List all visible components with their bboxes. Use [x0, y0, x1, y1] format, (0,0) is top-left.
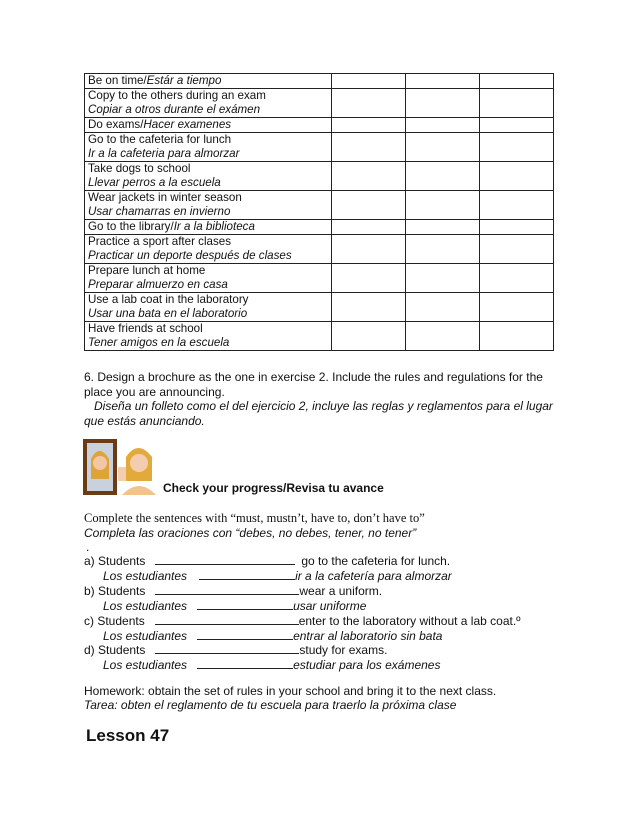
- progress-instruction: Complete the sentences with “must, mustn’t, have to, don’t have to”: [84, 511, 425, 525]
- sentence-rest: wear a uniform.: [299, 584, 383, 598]
- rule-row: [85, 118, 554, 133]
- checkbox-cell[interactable]: [406, 118, 480, 133]
- checkbox-cell[interactable]: [480, 235, 554, 264]
- checkbox-cell[interactable]: [332, 162, 406, 191]
- rule-spanish: Usar una bata en el laboratorio: [88, 307, 248, 320]
- checkbox-cell[interactable]: [332, 322, 406, 351]
- sentence-english: [84, 553, 450, 569]
- rule-spanish: Tener amigos en la escuela: [88, 336, 230, 349]
- checkbox-cell[interactable]: [406, 293, 480, 322]
- rule-text-cell: [85, 74, 332, 89]
- rule-row: [85, 235, 554, 264]
- stray-dot: .: [86, 540, 90, 554]
- sentence-spanish: [103, 568, 452, 584]
- rule-row: [85, 264, 554, 293]
- rule-english: Be on time/: [88, 74, 147, 87]
- answer-blank-spanish[interactable]: [197, 598, 293, 610]
- checkbox-cell[interactable]: [332, 191, 406, 220]
- sentence-prefix-spanish: Los estudiantes: [103, 569, 188, 583]
- rules-table: [84, 73, 554, 351]
- sentence-rest-spanish: entrar al laboratorio sin bata: [293, 629, 443, 643]
- checkbox-cell[interactable]: [332, 89, 406, 118]
- checkbox-cell[interactable]: [480, 133, 554, 162]
- checkbox-cell[interactable]: [406, 89, 480, 118]
- rule-text-cell: [85, 89, 332, 118]
- checkbox-cell[interactable]: [480, 89, 554, 118]
- sentence-prefix-spanish: Los estudiantes: [103, 599, 188, 613]
- sentence-prefix-spanish: Los estudiantes: [103, 658, 188, 672]
- checkbox-cell[interactable]: [406, 235, 480, 264]
- rule-english: Copy to the others during an exam: [88, 89, 266, 102]
- rule-spanish: Ir a la biblioteca: [173, 220, 255, 233]
- rule-spanish: Estár a tiempo: [146, 74, 222, 87]
- answer-blank-spanish[interactable]: [199, 568, 295, 580]
- answer-blank[interactable]: [155, 613, 299, 625]
- progress-instruction-spanish: Completa las oraciones con “debes, no debes, tener, no tener”: [84, 526, 417, 540]
- answer-blank[interactable]: [155, 642, 299, 654]
- rule-row: [85, 74, 554, 89]
- rule-spanish: Ir a la cafeteria para almorzar: [88, 147, 240, 160]
- homework-text: Homework: obtain the set of rules in your school and bring it to the next class.: [84, 684, 497, 698]
- rule-text-cell: [85, 293, 332, 322]
- checkbox-cell[interactable]: [480, 162, 554, 191]
- rule-english: Go to the library/: [88, 220, 174, 233]
- rule-row: [85, 89, 554, 118]
- sentence-prefix: b) Students: [84, 584, 146, 598]
- sentence-english: [84, 583, 382, 599]
- rule-spanish: Copiar a otros durante el exámen: [88, 103, 261, 116]
- lesson-title: Lesson 47: [86, 726, 170, 745]
- answer-blank-spanish[interactable]: [197, 628, 293, 640]
- rule-spanish: Practicar un deporte después de clases: [88, 249, 292, 262]
- checkbox-cell[interactable]: [332, 74, 406, 89]
- sentence-rest-spanish: usar uniforme: [293, 599, 367, 613]
- rule-english: Prepare lunch at home: [88, 264, 206, 277]
- rule-spanish: Hacer examenes: [143, 118, 232, 131]
- checkbox-cell[interactable]: [332, 118, 406, 133]
- checkbox-cell[interactable]: [332, 293, 406, 322]
- checkbox-cell[interactable]: [406, 74, 480, 89]
- checkbox-cell[interactable]: [480, 118, 554, 133]
- rule-row: [85, 322, 554, 351]
- checkbox-cell[interactable]: [480, 74, 554, 89]
- checkbox-cell[interactable]: [406, 264, 480, 293]
- exercise-6-instruction-spanish: Diseña un folleto como el del ejercicio 2, incluye las reglas y reglamentos para el lugar que estás anunciando.: [84, 399, 553, 428]
- rule-text-cell: [85, 118, 332, 133]
- answer-blank[interactable]: [155, 553, 295, 565]
- sentence-rest: study for exams.: [299, 643, 388, 657]
- checkbox-cell[interactable]: [406, 322, 480, 351]
- sentence-english: [84, 642, 387, 658]
- rule-row: [85, 133, 554, 162]
- sentence-prefix: a) Students: [84, 554, 146, 568]
- answer-blank-spanish[interactable]: [197, 657, 293, 669]
- mirror-girl-illustration: [82, 437, 166, 497]
- sentence-prefix: d) Students: [84, 643, 146, 657]
- rule-english: Take dogs to school: [88, 162, 191, 175]
- sentence-rest: go to the cafeteria for lunch.: [301, 554, 451, 568]
- rule-english: Use a lab coat in the laboratory: [88, 293, 249, 306]
- rule-row: [85, 220, 554, 235]
- checkbox-cell[interactable]: [332, 264, 406, 293]
- check-progress-title: Check your progress/Revisa tu avance: [163, 481, 384, 495]
- answer-blank[interactable]: [155, 583, 299, 595]
- rule-spanish: Preparar almuerzo en casa: [88, 278, 228, 291]
- rule-text-cell: [85, 133, 332, 162]
- rule-english: Practice a sport after clases: [88, 235, 232, 248]
- rule-english: Go to the cafeteria for lunch: [88, 133, 232, 146]
- rule-text-cell: [85, 191, 332, 220]
- checkbox-cell[interactable]: [332, 133, 406, 162]
- rule-spanish: Llevar perros a la escuela: [88, 176, 221, 189]
- checkbox-cell[interactable]: [480, 264, 554, 293]
- rule-text-cell: [85, 322, 332, 351]
- rule-row: [85, 293, 554, 322]
- rule-text-cell: [85, 235, 332, 264]
- sentence-english: [84, 613, 521, 629]
- rule-row: [85, 162, 554, 191]
- rule-text-cell: [85, 162, 332, 191]
- sentence-spanish: [103, 598, 366, 614]
- rule-spanish: Usar chamarras en invierno: [88, 205, 231, 218]
- checkbox-cell[interactable]: [406, 191, 480, 220]
- rule-text-cell: [85, 264, 332, 293]
- checkbox-cell[interactable]: [480, 322, 554, 351]
- rule-row: [85, 191, 554, 220]
- rule-english: Have friends at school: [88, 322, 203, 335]
- rule-english: Do exams/: [88, 118, 144, 131]
- checkbox-cell[interactable]: [406, 220, 480, 235]
- sentence-rest-spanish: estudiar para los exámenes: [293, 658, 441, 672]
- sentence-prefix: c) Students: [84, 614, 145, 628]
- checkbox-cell[interactable]: [332, 235, 406, 264]
- rule-english: Wear jackets in winter season: [88, 191, 242, 204]
- sentence-rest-spanish: ir a la cafetería para almorzar: [295, 569, 452, 583]
- homework-text-spanish: Tarea: obten el reglamento de tu escuela para traerlo la próxima clase: [84, 698, 457, 712]
- sentence-prefix-spanish: Los estudiantes: [103, 629, 188, 643]
- sentence-rest: enter to the laboratory without a lab coat.º: [298, 614, 521, 628]
- checkbox-cell[interactable]: [406, 162, 480, 191]
- exercise-6-instruction: 6. Design a brochure as the one in exercise 2. Include the rules and regulations for the place you are announcing.: [84, 370, 543, 399]
- checkbox-cell[interactable]: [480, 220, 554, 235]
- checkbox-cell[interactable]: [406, 133, 480, 162]
- checkbox-cell[interactable]: [332, 220, 406, 235]
- checkbox-cell[interactable]: [480, 191, 554, 220]
- sentence-spanish: [103, 657, 440, 673]
- rule-text-cell: [85, 220, 332, 235]
- checkbox-cell[interactable]: [480, 293, 554, 322]
